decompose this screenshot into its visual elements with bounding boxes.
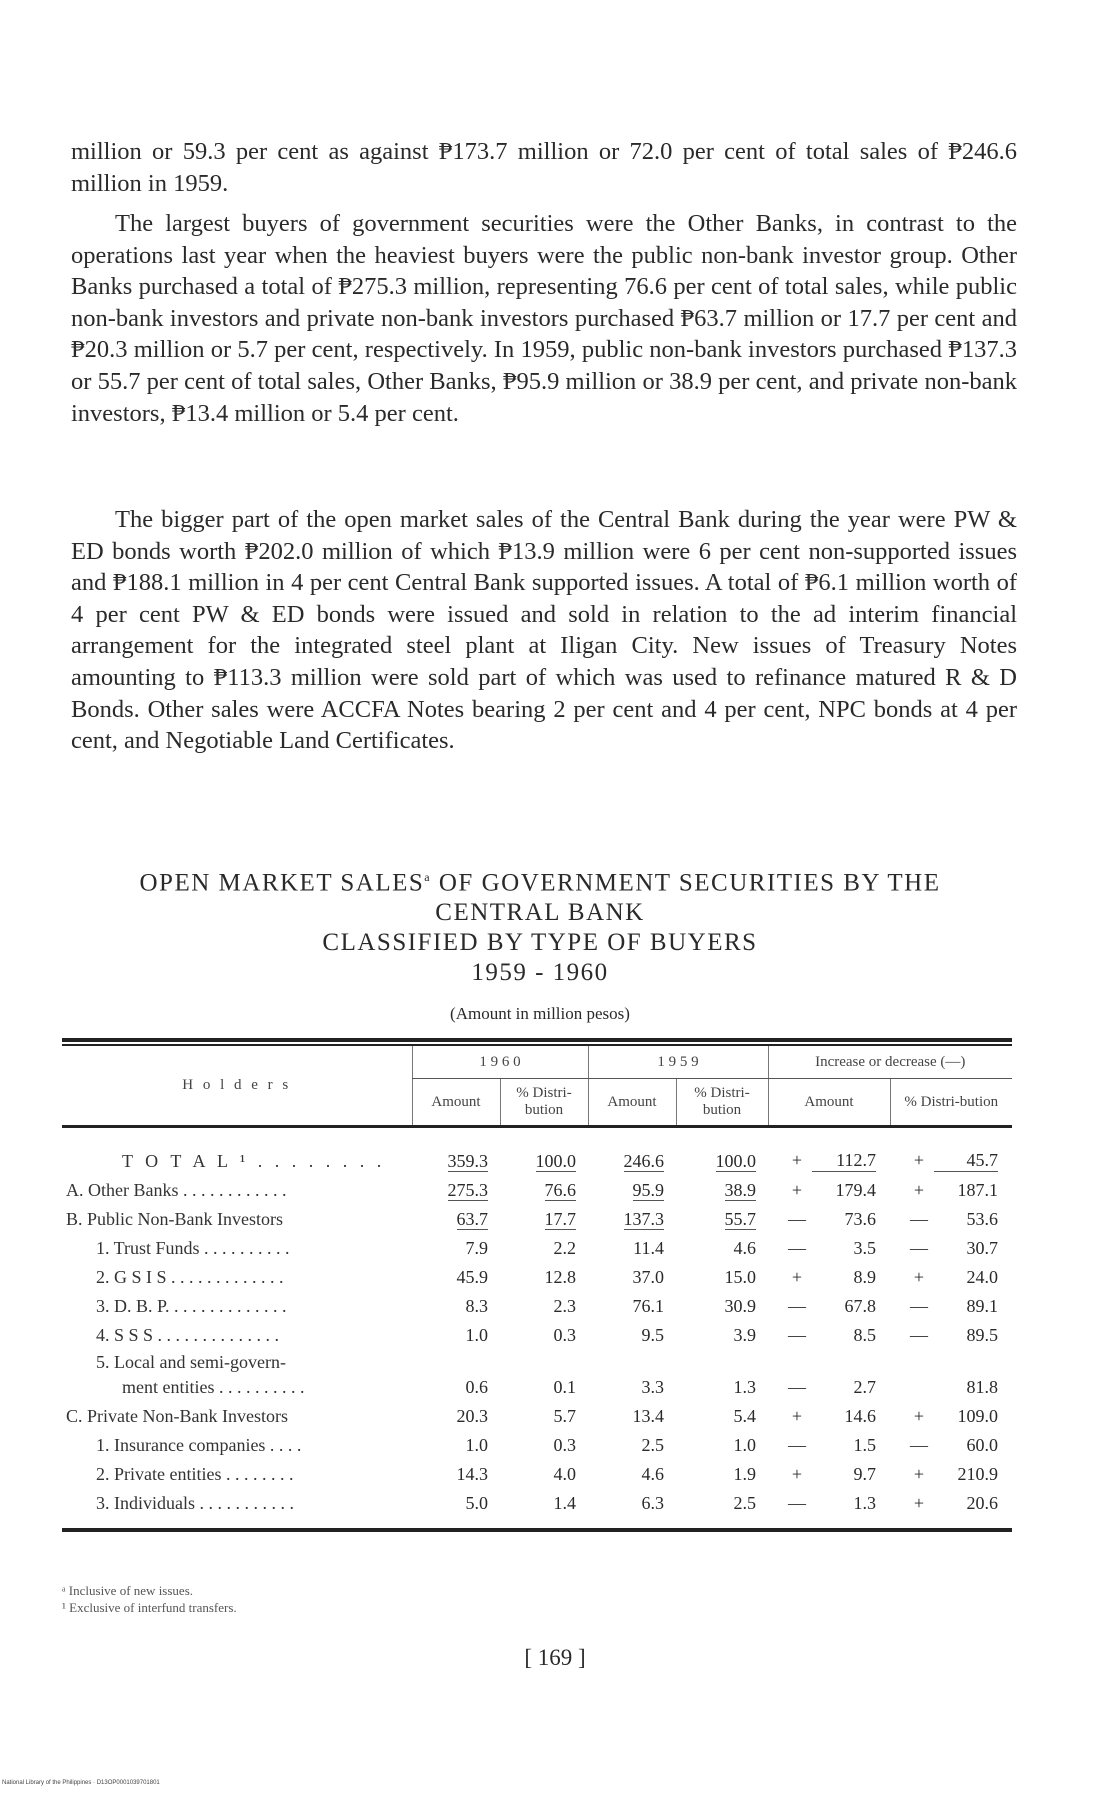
securities-table [62, 1038, 1012, 1532]
cell-c1: 20.3 [456, 1406, 488, 1426]
table-row [62, 1172, 1012, 1201]
table-title-line-2: CENTRAL BANK [435, 899, 645, 927]
cell-c3: 37.0 [632, 1267, 664, 1287]
cell-c1: 63.7 [456, 1209, 488, 1229]
sign: + [791, 1464, 803, 1484]
cell-c6: + 45.7 [890, 1134, 1012, 1172]
cell-c5: + 8.9 [768, 1259, 890, 1288]
cell-c4: 5.4 [733, 1406, 756, 1426]
cell-c3: 2.5 [641, 1435, 664, 1455]
footnotes [62, 1582, 237, 1616]
footnote-mark-a: a [424, 870, 432, 884]
row-label: B. Public Non-Bank Investors [66, 1209, 283, 1229]
table-top-rule [62, 1038, 1012, 1042]
cell-c1: 5.0 [465, 1493, 488, 1513]
sign: — [910, 1238, 928, 1258]
group-1960: 1 9 6 0 [412, 1046, 588, 1079]
cell-c1: 8.3 [465, 1296, 488, 1316]
sign: — [788, 1377, 806, 1397]
cell-c4: 1.0 [733, 1435, 756, 1455]
row-label: C. Private Non-Bank Investors [66, 1406, 288, 1426]
row-label: 3. D. B. P. . . . . . . . . . . . . . [96, 1296, 287, 1316]
sign: + [791, 1406, 803, 1426]
cell-c1: 14.3 [456, 1464, 488, 1484]
cell-c2: 1.4 [553, 1493, 576, 1513]
cell-c5: — 3.5 [768, 1230, 890, 1259]
row-label: 5. Local and semi-govern- ment entities . . . . . . . . . . [96, 1352, 305, 1397]
page-number: [ 169 ] [524, 1645, 586, 1670]
sign: — [910, 1325, 928, 1345]
row-label: T O T A L ¹ . . . . . . . . [122, 1151, 386, 1171]
cell-c6: — 60.0 [890, 1427, 1012, 1456]
table-row [62, 1201, 1012, 1230]
sign: + [913, 1493, 925, 1513]
cell-c3: 11.4 [633, 1238, 664, 1258]
table-row [62, 1485, 1012, 1514]
cell-c5: + 9.7 [768, 1456, 890, 1485]
row-label: 1. Trust Funds . . . . . . . . . . [96, 1238, 290, 1258]
cell-c2: 5.7 [553, 1406, 576, 1426]
row-label: A. Other Banks . . . . . . . . . . . . [66, 1180, 287, 1200]
cell-c6: + 109.0 [890, 1398, 1012, 1427]
data-table [62, 1046, 1012, 1514]
group-1959: 1 9 5 9 [588, 1046, 768, 1079]
cell-c2: 2.3 [553, 1296, 576, 1316]
table-title-years: 1959 - 1960 [471, 959, 609, 987]
cell-c5: — 1.5 [768, 1427, 890, 1456]
sign: — [788, 1209, 806, 1229]
cell-c2: 12.8 [544, 1267, 576, 1287]
cell-c2: 76.6 [544, 1180, 576, 1200]
table-title-block [60, 862, 1020, 1024]
row-label: 1. Insurance companies . . . . [96, 1435, 302, 1455]
row-label: 2. Private entities . . . . . . . . [96, 1464, 294, 1484]
sign: + [791, 1180, 803, 1200]
cell-c1: 7.9 [465, 1238, 488, 1258]
table-row [62, 1134, 1012, 1172]
cell-c3: 6.3 [641, 1493, 664, 1513]
sign: + [913, 1180, 925, 1200]
paragraph-3: The bigger part of the open market sales of the Central Bank during the year were PW & ED bonds worth ₱202.0 million of which ₱13.9 million were 6 per cent non-supported issues and ₱188.1 million in 4 per cent Central Bank supported issues. A total of ₱6.1 million worth of 4 per cent PW & ED bonds were issued and sold in relation to the ad interim financial arrangement for the integrated steel plant at Iligan City. New issues of Treasury Notes amounting to ₱113.3 million were sold part of which was used to refinance matured R & D Bonds. Other sales were ACCFA Notes bearing 2 per cent and 4 per cent, NPC bonds at 4 per cent, and Negotiable Land Certificates. [71, 506, 1017, 755]
table-row [62, 1230, 1012, 1259]
cell-c2: 100.0 [535, 1151, 576, 1171]
sign: — [788, 1435, 806, 1455]
cell-c3: 9.5 [641, 1325, 664, 1345]
cell-c1: 359.3 [447, 1151, 488, 1171]
cell-c1: 0.6 [465, 1377, 488, 1397]
cell-c1: 45.9 [456, 1267, 488, 1287]
cell-c2: 2.2 [553, 1238, 576, 1258]
cell-c3: 95.9 [632, 1180, 664, 1200]
cell-c4: 1.9 [733, 1464, 756, 1484]
table-title-line-3: CLASSIFIED BY TYPE OF BUYERS [322, 929, 758, 957]
table-row [62, 1346, 1012, 1398]
cell-c2: 4.0 [553, 1464, 576, 1484]
table-title-line-1: OPEN MARKET SALES$^a$ OF GOVERNMENT SECURITIES BY THE [139, 869, 941, 897]
cell-c3: 137.3 [623, 1209, 664, 1229]
group-change: Increase or decrease (—) [768, 1046, 1012, 1079]
col-1959-amount: Amount [588, 1079, 676, 1127]
cell-c6: + 210.9 [890, 1456, 1012, 1485]
cell-c6: — 89.5 [890, 1317, 1012, 1346]
cell-c2: 0.3 [553, 1325, 576, 1345]
table-body [62, 1134, 1012, 1514]
table-row [62, 1317, 1012, 1346]
cell-c4: 4.6 [733, 1238, 756, 1258]
cell-c1: 1.0 [465, 1435, 488, 1455]
row-label: 4. S S S . . . . . . . . . . . . . . [96, 1325, 280, 1345]
cell-c5: — 8.5 [768, 1317, 890, 1346]
sign: + [913, 1464, 925, 1484]
sign: + [913, 1267, 925, 1287]
cell-c4: 38.9 [724, 1180, 756, 1200]
col-1960-amount: Amount [412, 1079, 500, 1127]
sign: — [788, 1238, 806, 1258]
sign: + [913, 1406, 925, 1426]
cell-c5: + 112.7 [768, 1134, 890, 1172]
cell-c4: 3.9 [733, 1325, 756, 1345]
cell-c6: + 20.6 [890, 1485, 1012, 1514]
cell-c3: 3.3 [641, 1377, 664, 1397]
cell-c2: 17.7 [544, 1209, 576, 1229]
cell-c5: — 67.8 [768, 1288, 890, 1317]
cell-c5: + 14.6 [768, 1398, 890, 1427]
cell-c6: + 24.0 [890, 1259, 1012, 1288]
col-change-amount: Amount [768, 1079, 890, 1127]
cell-c4: 30.9 [724, 1296, 756, 1316]
paragraph-2: The largest buyers of government securities were the Other Banks, in contrast to the operations last year when the heaviest buyers were the public non-bank investor group. Other Banks purchased a total of ₱275.3 million, representing 76.6 per cent of total sales, while public non-bank investors and private non-bank investors purchased ₱63.7 million or 17.7 per cent and ₱20.3 million or 5.7 per cent, respectively. In 1959, public non-bank investors purchased ₱137.3 or 55.7 per cent of total sales, Other Banks, ₱95.9 million or 38.9 per cent, and private non-bank investors, ₱13.4 million or 5.4 per cent. [71, 210, 1017, 427]
cell-c5: — 73.6 [768, 1201, 890, 1230]
sign: — [788, 1325, 806, 1345]
sign: — [910, 1435, 928, 1455]
cell-c1: 1.0 [465, 1325, 488, 1345]
cell-c5: — 1.3 [768, 1485, 890, 1514]
table-row [62, 1427, 1012, 1456]
cell-c5: + 179.4 [768, 1172, 890, 1201]
cell-c6: — 53.6 [890, 1201, 1012, 1230]
table-row [62, 1288, 1012, 1317]
cell-c3: 13.4 [632, 1406, 664, 1426]
cell-c4: 2.5 [733, 1493, 756, 1513]
cell-c4: 55.7 [724, 1209, 756, 1229]
col-1960-dist: % Distri-bution [500, 1079, 588, 1127]
cell-c6: — 30.7 [890, 1230, 1012, 1259]
table-bottom-rule [62, 1528, 1012, 1532]
col-1959-dist: % Distri-bution [676, 1079, 768, 1127]
holders-header: H o l d e r s [182, 1077, 292, 1093]
sign: — [910, 1296, 928, 1316]
sign: + [791, 1267, 803, 1287]
cell-c2: 0.3 [553, 1435, 576, 1455]
cell-c6: — 89.1 [890, 1288, 1012, 1317]
row-label: 2. G S I S . . . . . . . . . . . . . [96, 1267, 284, 1287]
sign: — [910, 1209, 928, 1229]
sign: + [913, 1150, 925, 1170]
sign: — [788, 1296, 806, 1316]
paragraph-1: million or 59.3 per cent as against ₱173.7 million or 72.0 per cent of total sales of ₱246.6 million in 1959. [71, 138, 1017, 197]
cell-c4: 15.0 [724, 1267, 756, 1287]
cell-c6: + 187.1 [890, 1172, 1012, 1201]
cell-c4: 1.3 [733, 1377, 756, 1397]
footnote-1: ¹ Exclusive of interfund transfers. [62, 1600, 237, 1615]
sign: + [791, 1150, 803, 1170]
row-label: 3. Individuals . . . . . . . . . . . [96, 1493, 294, 1513]
sign: — [788, 1493, 806, 1513]
col-change-dist: % Distri-bution [890, 1079, 1012, 1127]
cell-c5: — 2.7 [768, 1346, 890, 1398]
table-row [62, 1259, 1012, 1288]
cell-c3: 4.6 [641, 1464, 664, 1484]
cell-c3: 76.1 [632, 1296, 664, 1316]
scan-credit: National Library of the Philippines · D13OP0001039701801 [2, 1780, 160, 1786]
cell-c3: 246.6 [623, 1151, 664, 1171]
table-subtitle: (Amount in million pesos) [450, 1004, 630, 1024]
cell-c2: 0.1 [553, 1377, 576, 1397]
cell-c4: 100.0 [715, 1151, 756, 1171]
table-row [62, 1398, 1012, 1427]
footnote-a: ᵃ Inclusive of new issues. [62, 1583, 194, 1598]
table-row [62, 1456, 1012, 1485]
cell-c6: 81.8 [966, 1377, 998, 1397]
cell-c1: 275.3 [447, 1180, 488, 1200]
